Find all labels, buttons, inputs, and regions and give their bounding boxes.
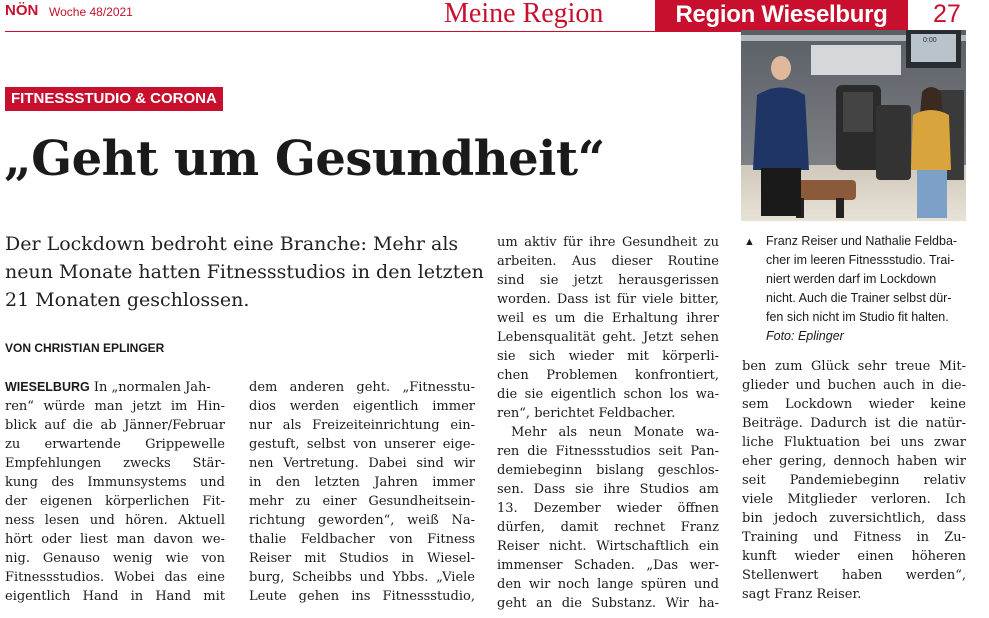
body-line: den wir noch lange spüren und bbox=[497, 577, 719, 592]
body-line: liche Fluktuation bei uns zwar bbox=[742, 435, 966, 450]
body-line: ren“, berichtet Feldbacher. bbox=[497, 406, 676, 421]
body-line: sagt Franz Reiser. bbox=[742, 587, 862, 602]
body-line: richtung geworden“, weiß Na- bbox=[249, 513, 475, 528]
body-line: nig. Genauso wenig wie von bbox=[5, 551, 225, 566]
body-line: in den letzten Jahren immer bbox=[249, 475, 475, 490]
dateline-line bbox=[5, 378, 225, 397]
body-line: arbeiten. Aus dieser Routine bbox=[497, 254, 719, 269]
section-title: Meine Region bbox=[444, 0, 604, 29]
body-line: burg, Scheibbs und Ybbs. „Viele bbox=[249, 570, 475, 585]
body-line: Stellenwert haben werden“, bbox=[742, 568, 966, 583]
body-line: dürfen, damit rechnet Franz bbox=[497, 520, 719, 535]
body-line: zu erwartende Grippewelle bbox=[5, 437, 225, 452]
caption-line: cher im leeren Fitnessstudio. Trai- bbox=[766, 253, 955, 267]
body-line: 13. Dezember wieder öffnen bbox=[497, 501, 719, 516]
body-line: die sie eigentlich schon los wa- bbox=[497, 387, 719, 402]
body-line: immenser Schaden. „Das wer- bbox=[497, 558, 719, 573]
body-line: thalie Feldbacher von Fitness bbox=[249, 532, 475, 547]
body-line: Reiser mit Studios in Wiesel- bbox=[249, 551, 475, 566]
body-line: nur als Freizeiteinrichtung ein- bbox=[249, 418, 475, 433]
caption-line: fen sich nicht im Studio fit halten. bbox=[766, 310, 949, 324]
article-lead: Der Lockdown bedroht eine Branche: Mehr als neun Monate hatten Fitnessstudios in den letzten 21 Monaten geschlossen. bbox=[5, 233, 484, 311]
body-line: demiebeginn bislang geschlos- bbox=[497, 463, 719, 478]
caption-line: niert werden darf im Lockdown bbox=[766, 272, 937, 286]
body-line: Leute gehen ins Fitnessstudio, bbox=[249, 589, 475, 604]
body-line: Mehr als neun Monate wa- bbox=[511, 425, 719, 440]
body-line: geht an die Substanz. Wir ha- bbox=[497, 596, 719, 611]
body-line: viele Mitglieder verloren. Ich bbox=[742, 492, 966, 507]
photo-credit: Foto: Eplinger bbox=[766, 329, 844, 343]
article-headline: „Geht um Gesundheit“ bbox=[4, 131, 605, 187]
body-line: eher gering, dennoch haben wir bbox=[742, 454, 966, 469]
body-line: der eigenen körperlichen Fit- bbox=[5, 494, 225, 509]
body-line: hört oder liest man davon we- bbox=[5, 532, 225, 547]
body-line: mehr zu einer Gesundheitsein- bbox=[249, 494, 475, 509]
body-line: sen. Dass sie ihre Studios am bbox=[497, 482, 719, 497]
body-line: Beiträge. Dadurch ist die natür- bbox=[742, 416, 966, 431]
body-line: ben zum Glück sehr treue Mit- bbox=[742, 359, 966, 374]
issue-week: Woche 48/2021 bbox=[49, 5, 133, 19]
body-line: eigentlich Hand in Hand mit bbox=[5, 589, 225, 604]
body-line: kung des Immunsystems und bbox=[5, 475, 225, 490]
body-line: Lebensqualität geht. Jetzt sehen bbox=[497, 330, 719, 345]
body-line: Training und Fitness in Zu- bbox=[742, 530, 966, 545]
body-line: sind sie jetzt herausgerissen bbox=[497, 273, 719, 288]
body-line: ren“ würde man jetzt im Hin- bbox=[5, 399, 225, 414]
body-line: In „normalen Jah- bbox=[93, 380, 211, 395]
body-line: um aktiv für ihre Gesundheit zu bbox=[497, 235, 719, 250]
caption-line: nicht. Auch die Trainer selbst dür- bbox=[766, 291, 952, 305]
body-line: blick auf die ab Jänner/Februar bbox=[5, 418, 225, 433]
caption-line: Franz Reiser und Nathalie Feldba- bbox=[766, 234, 958, 248]
dateline: WIESELBURG bbox=[5, 380, 90, 394]
body-line: worden. Dass ist für viele bitter, bbox=[497, 292, 719, 307]
body-line: sem Lockdown wieder keine bbox=[742, 397, 966, 412]
body-line: nen Vertretung. Dabei sind wir bbox=[249, 456, 475, 471]
screen-text: 0:00 bbox=[923, 37, 937, 44]
body-line: Fitnessstudios. Wobei das eine bbox=[5, 570, 225, 585]
newspaper-logo: NÖN bbox=[5, 2, 39, 19]
region-banner: Region Wieselburg bbox=[655, 0, 908, 31]
body-line: glieder und buchen auch in die- bbox=[742, 378, 966, 393]
body-line: weil es um die Erhaltung ihrer bbox=[497, 311, 719, 326]
photo-illustration bbox=[741, 30, 966, 221]
topic-kicker: FITNESSSTUDIO & CORONA bbox=[5, 87, 223, 111]
caption-arrow-icon: ▲ bbox=[744, 236, 755, 248]
body-line: bin jedoch zuversichtlich, dass bbox=[742, 511, 966, 526]
body-line: ren die Fitnessstudios seit Pan- bbox=[497, 444, 719, 459]
body-line: dem anderen geht. „Fitnesstu- bbox=[249, 380, 475, 395]
body-line: ness lesen und hören. Aktuell bbox=[5, 513, 225, 528]
body-line: Reiser nicht. Wirtschaftlich ein bbox=[497, 539, 719, 554]
page-number: 27 bbox=[933, 0, 961, 28]
body-line: kunft wieder einen höheren bbox=[742, 549, 966, 564]
body-line: Empfehlungen zwecks Stär- bbox=[5, 456, 225, 471]
body-line: gestuft, selbst von unserer eige- bbox=[249, 437, 475, 452]
body-line: seit Pandemiebeginn relativ bbox=[742, 473, 966, 488]
body-line: dios werden eigentlich immer bbox=[249, 399, 475, 414]
byline: VON CHRISTIAN EPLINGER bbox=[5, 341, 165, 355]
article-photo bbox=[741, 30, 966, 221]
body-line: chen Problemen konfrontiert, bbox=[497, 368, 719, 383]
body-line: sie sich wieder mit körperli- bbox=[497, 349, 719, 364]
